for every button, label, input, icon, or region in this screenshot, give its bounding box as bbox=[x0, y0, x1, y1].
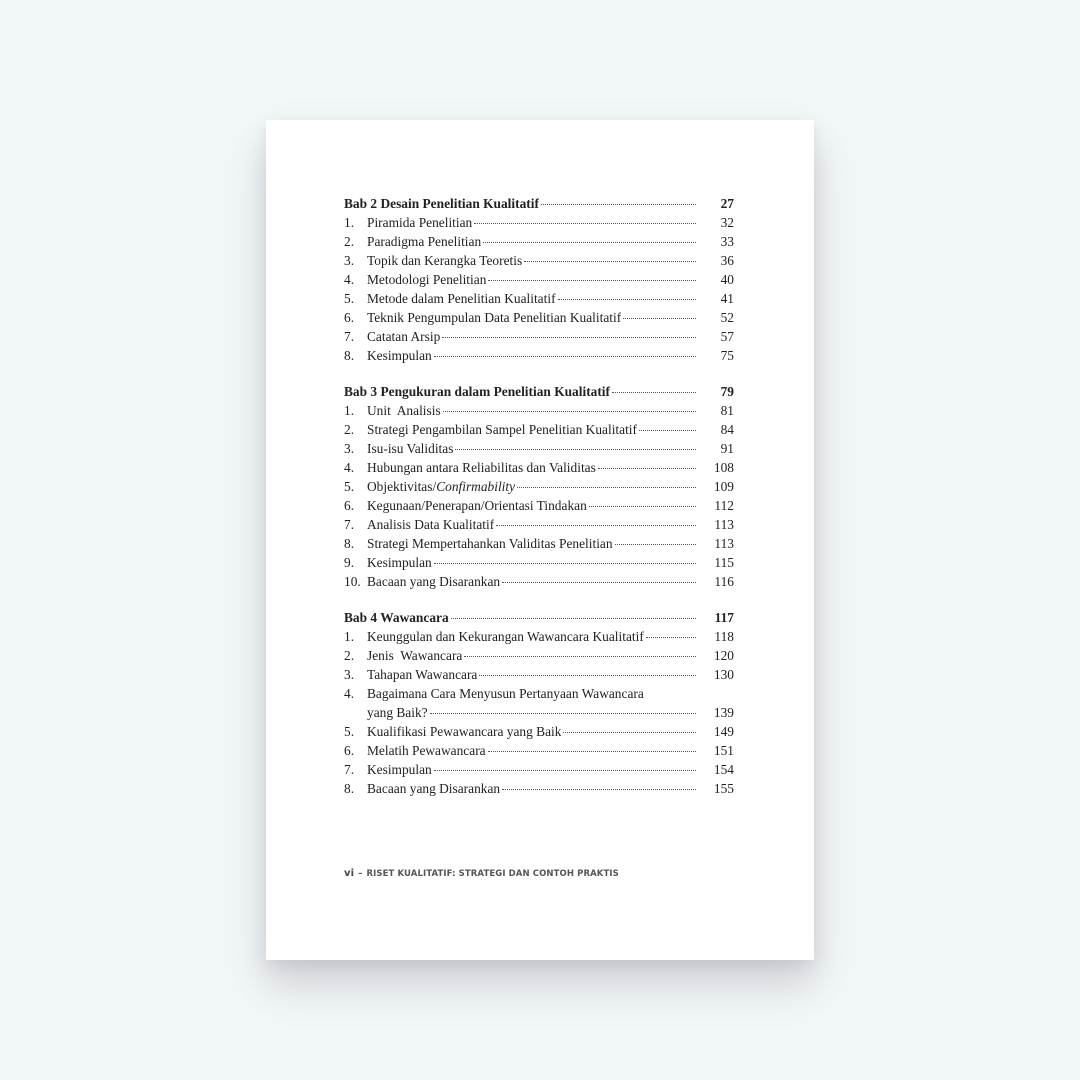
dot-leader bbox=[589, 506, 696, 507]
item-page: 81 bbox=[720, 403, 734, 418]
item-title: Piramida Penelitian bbox=[367, 215, 473, 230]
item-title: Metode dalam Penelitian Kualitatif bbox=[367, 291, 556, 306]
toc-item bbox=[344, 760, 734, 779]
footer-separator: – bbox=[358, 869, 363, 879]
item-title: Catatan Arsip bbox=[367, 329, 441, 344]
dot-leader bbox=[517, 487, 696, 488]
item-title: Metodologi Penelitian bbox=[367, 272, 487, 287]
dot-leader bbox=[502, 789, 696, 790]
book-page bbox=[266, 120, 814, 960]
item-title-line2: yang Baik? bbox=[367, 705, 428, 720]
toc-item bbox=[344, 779, 734, 798]
toc-item bbox=[344, 327, 734, 346]
item-number: 8. bbox=[344, 348, 355, 363]
dot-leader bbox=[451, 618, 696, 619]
item-title: Strategi Mempertahankan Validitas Penelitian bbox=[367, 536, 613, 551]
item-title: Tahapan Wawancara bbox=[367, 667, 478, 682]
item-number: 4. bbox=[344, 686, 355, 701]
item-number: 9. bbox=[344, 555, 355, 570]
item-title-prefix: Objektivitas/ bbox=[367, 479, 437, 494]
toc-item bbox=[344, 534, 734, 553]
chapter-title: Bab 3 Pengukuran dalam Penelitian Kualitatif bbox=[344, 384, 610, 399]
dot-leader bbox=[442, 337, 696, 338]
item-title: Kegunaan/Penerapan/Orientasi Tindakan bbox=[367, 498, 587, 513]
dot-leader bbox=[639, 430, 696, 431]
toc-item bbox=[344, 232, 734, 251]
item-title: Kesimpulan bbox=[367, 555, 432, 570]
page-footer bbox=[344, 868, 619, 879]
item-title: Keunggulan dan Kekurangan Wawancara Kualitatif bbox=[367, 629, 644, 644]
toc-item bbox=[344, 420, 734, 439]
item-page: 151 bbox=[713, 743, 734, 758]
item-page: 57 bbox=[720, 329, 734, 344]
item-number: 7. bbox=[344, 762, 355, 777]
item-title: Bagaimana Cara Menyusun Pertanyaan Wawancara bbox=[367, 686, 644, 701]
dot-leader bbox=[496, 525, 696, 526]
item-title: Jenis Wawancara bbox=[367, 648, 463, 663]
dot-leader bbox=[434, 356, 696, 357]
toc-item bbox=[344, 308, 734, 327]
item-page: 120 bbox=[713, 648, 734, 663]
toc-item bbox=[344, 458, 734, 477]
item-page: 113 bbox=[714, 536, 734, 551]
item-number: 6. bbox=[344, 743, 355, 758]
dot-leader bbox=[455, 449, 696, 450]
item-number: 5. bbox=[344, 291, 355, 306]
item-number: 1. bbox=[344, 403, 355, 418]
toc-item bbox=[344, 515, 734, 534]
toc-item bbox=[344, 627, 734, 646]
item-page: 40 bbox=[720, 272, 734, 287]
chapter-page: 117 bbox=[714, 610, 734, 625]
toc-item bbox=[344, 270, 734, 289]
item-title: Kesimpulan bbox=[367, 762, 432, 777]
item-number: 2. bbox=[344, 234, 355, 249]
footer-book-title: RISET KUALITATIF: STRATEGI DAN CONTOH PRAKTIS bbox=[366, 869, 619, 879]
chapter-page: 27 bbox=[720, 196, 734, 211]
item-title: Kesimpulan bbox=[367, 348, 432, 363]
chapter-page: 79 bbox=[720, 384, 734, 399]
footer-page-number: vi bbox=[344, 868, 355, 879]
item-page: 155 bbox=[713, 781, 734, 796]
item-number: 3. bbox=[344, 253, 355, 268]
item-page: 154 bbox=[713, 762, 734, 777]
item-title: Topik dan Kerangka Teoretis bbox=[367, 253, 523, 268]
item-title-italic: Confirmability bbox=[436, 479, 516, 494]
dot-leader bbox=[598, 468, 696, 469]
dot-leader bbox=[615, 544, 696, 545]
toc-item bbox=[344, 251, 734, 270]
chapter-title: Bab 4 Wawancara bbox=[344, 610, 449, 625]
toc-item bbox=[344, 572, 734, 591]
item-page: 32 bbox=[720, 215, 734, 230]
item-title: Kualifikasi Pewawancara yang Baik bbox=[367, 724, 562, 739]
item-page: 108 bbox=[713, 460, 734, 475]
item-number: 7. bbox=[344, 517, 355, 532]
toc-section-bab-2 bbox=[344, 194, 734, 365]
item-number: 1. bbox=[344, 629, 355, 644]
item-page: 139 bbox=[713, 705, 734, 720]
dot-leader bbox=[434, 770, 696, 771]
toc-item bbox=[344, 496, 734, 515]
table-of-contents bbox=[344, 194, 734, 815]
toc-section-bab-3 bbox=[344, 382, 734, 591]
item-title: Isu-isu Validitas bbox=[367, 441, 454, 456]
item-page: 113 bbox=[714, 517, 734, 532]
toc-item-continued bbox=[344, 703, 734, 722]
toc-item bbox=[344, 646, 734, 665]
toc-item bbox=[344, 439, 734, 458]
item-number: 6. bbox=[344, 498, 355, 513]
item-number: 8. bbox=[344, 781, 355, 796]
dot-leader bbox=[474, 223, 696, 224]
item-number: 5. bbox=[344, 724, 355, 739]
toc-item bbox=[344, 722, 734, 741]
item-number: 3. bbox=[344, 441, 355, 456]
item-page: 109 bbox=[713, 479, 734, 494]
item-title: Melatih Pewawancara bbox=[367, 743, 486, 758]
toc-item bbox=[344, 213, 734, 232]
item-page: 84 bbox=[720, 422, 734, 437]
item-number: 10. bbox=[344, 574, 361, 589]
toc-item bbox=[344, 553, 734, 572]
dot-leader bbox=[541, 204, 696, 205]
item-page: 118 bbox=[714, 629, 734, 644]
item-title bbox=[367, 477, 515, 496]
item-title: Paradigma Penelitian bbox=[367, 234, 482, 249]
dot-leader bbox=[464, 656, 696, 657]
dot-leader bbox=[502, 582, 696, 583]
toc-chapter-row bbox=[344, 382, 734, 401]
item-number: 1. bbox=[344, 215, 355, 230]
dot-leader bbox=[612, 392, 696, 393]
dot-leader bbox=[430, 713, 696, 714]
dot-leader bbox=[646, 637, 696, 638]
item-number: 2. bbox=[344, 648, 355, 663]
toc-item bbox=[344, 741, 734, 760]
toc-item bbox=[344, 684, 734, 703]
item-page: 41 bbox=[720, 291, 734, 306]
dot-leader bbox=[488, 280, 696, 281]
dot-leader bbox=[434, 563, 696, 564]
item-number: 6. bbox=[344, 310, 355, 325]
dot-leader bbox=[483, 242, 696, 243]
item-title: Strategi Pengambilan Sampel Penelitian Kualitatif bbox=[367, 422, 637, 437]
item-title: Teknik Pengumpulan Data Penelitian Kualitatif bbox=[367, 310, 622, 325]
item-number: 4. bbox=[344, 272, 355, 287]
toc-item bbox=[344, 477, 734, 496]
item-number: 4. bbox=[344, 460, 355, 475]
item-title: Unit Analisis bbox=[367, 403, 441, 418]
toc-chapter-row bbox=[344, 194, 734, 213]
dot-leader bbox=[623, 318, 696, 319]
item-title: Analisis Data Kualitatif bbox=[367, 517, 495, 532]
dot-leader bbox=[479, 675, 696, 676]
item-page: 33 bbox=[720, 234, 734, 249]
item-title: Bacaan yang Disarankan bbox=[367, 574, 501, 589]
item-title: Bacaan yang Disarankan bbox=[367, 781, 501, 796]
dot-leader bbox=[443, 411, 696, 412]
chapter-title: Bab 2 Desain Penelitian Kualitatif bbox=[344, 196, 539, 211]
dot-leader bbox=[488, 751, 696, 752]
item-number: 5. bbox=[344, 479, 355, 494]
dot-leader bbox=[563, 732, 696, 733]
toc-chapter-row bbox=[344, 608, 734, 627]
item-page: 149 bbox=[713, 724, 734, 739]
dot-leader bbox=[558, 299, 696, 300]
dot-leader bbox=[524, 261, 696, 262]
item-number: 2. bbox=[344, 422, 355, 437]
item-page: 112 bbox=[714, 498, 734, 513]
toc-item bbox=[344, 665, 734, 684]
item-title: Hubungan antara Reliabilitas dan Validitas bbox=[367, 460, 596, 475]
item-page: 75 bbox=[720, 348, 734, 363]
toc-section-bab-4 bbox=[344, 608, 734, 798]
item-page: 116 bbox=[714, 574, 734, 589]
item-page: 91 bbox=[720, 441, 734, 456]
toc-item bbox=[344, 289, 734, 308]
item-page: 36 bbox=[720, 253, 734, 268]
item-number: 7. bbox=[344, 329, 355, 344]
item-number: 3. bbox=[344, 667, 355, 682]
item-page: 52 bbox=[720, 310, 734, 325]
item-page: 130 bbox=[713, 667, 734, 682]
item-page: 115 bbox=[714, 555, 734, 570]
toc-item bbox=[344, 401, 734, 420]
item-number: 8. bbox=[344, 536, 355, 551]
toc-item bbox=[344, 346, 734, 365]
